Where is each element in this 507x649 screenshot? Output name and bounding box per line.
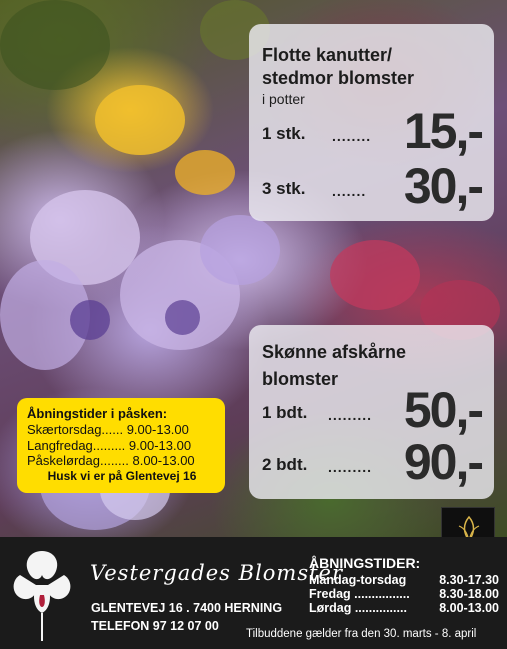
quantity-label: 1 bdt. [262, 403, 308, 422]
leader-dots: ........ [332, 128, 372, 144]
shop-phone: TELEFON 97 12 07 00 [91, 619, 219, 633]
opening-hours-row [309, 601, 499, 615]
price-row [262, 382, 492, 438]
opening-hours-title: ÅBNINGSTIDER: [309, 555, 421, 571]
panel-title: Skønne afskårne [262, 342, 407, 362]
panel-title: Flotte kanutter/ [262, 45, 393, 65]
price-row [262, 158, 492, 214]
quantity-label: 2 bdt. [262, 455, 308, 474]
opening-hours-row [309, 573, 499, 587]
panel-title: stedmor blomster [262, 68, 415, 88]
shop-name: Vestergades Blomster [90, 561, 344, 585]
panel-title: blomster [262, 369, 339, 389]
address-reminder: Husk vi er på Glentevej 16 [47, 468, 197, 483]
leader-dots: ......... [328, 459, 373, 475]
easter-hours-line: Påskelørdag........ 8.00-13.00 [27, 453, 195, 468]
price-row [262, 434, 492, 490]
shop-address: GLENTEVEJ 16 . 7400 HERNING [91, 601, 283, 615]
price-row [262, 103, 492, 159]
leader-dots: ......... [328, 407, 373, 423]
orchid-logo-icon [6, 545, 78, 645]
easter-hours-box [17, 398, 225, 493]
opening-time: 8.30-18.00 [439, 587, 499, 601]
cut-flowers-price-panel [249, 325, 494, 499]
price-value: 15,- [403, 103, 482, 159]
offer-validity: Tilbuddene gælder fra den 30. marts - 8. april [246, 628, 477, 640]
pansy-price-panel [249, 24, 494, 221]
price-value: 30,- [403, 158, 482, 214]
easter-hours-title: Åbningstider i påsken: [27, 406, 168, 421]
opening-hours-row [309, 587, 499, 601]
opening-days: Lørdag ............... [309, 601, 407, 615]
opening-time: 8.00-13.00 [439, 601, 499, 615]
easter-hours-line: Skærtorsdag...... 9.00-13.00 [27, 422, 189, 437]
opening-days: Mandag-torsdag [309, 573, 407, 587]
quantity-label: 1 stk. [262, 124, 306, 143]
footer [0, 537, 507, 649]
panel-subtitle: i potter [262, 91, 305, 107]
quantity-label: 3 stk. [262, 179, 306, 198]
price-value: 50,- [403, 382, 482, 438]
opening-days: Fredag ................ [309, 587, 410, 601]
easter-hours-line: Langfredag......... 9.00-13.00 [27, 437, 192, 453]
leader-dots: ....... [332, 183, 367, 199]
price-value: 90,- [403, 434, 482, 490]
opening-time: 8.30-17.30 [439, 573, 499, 587]
